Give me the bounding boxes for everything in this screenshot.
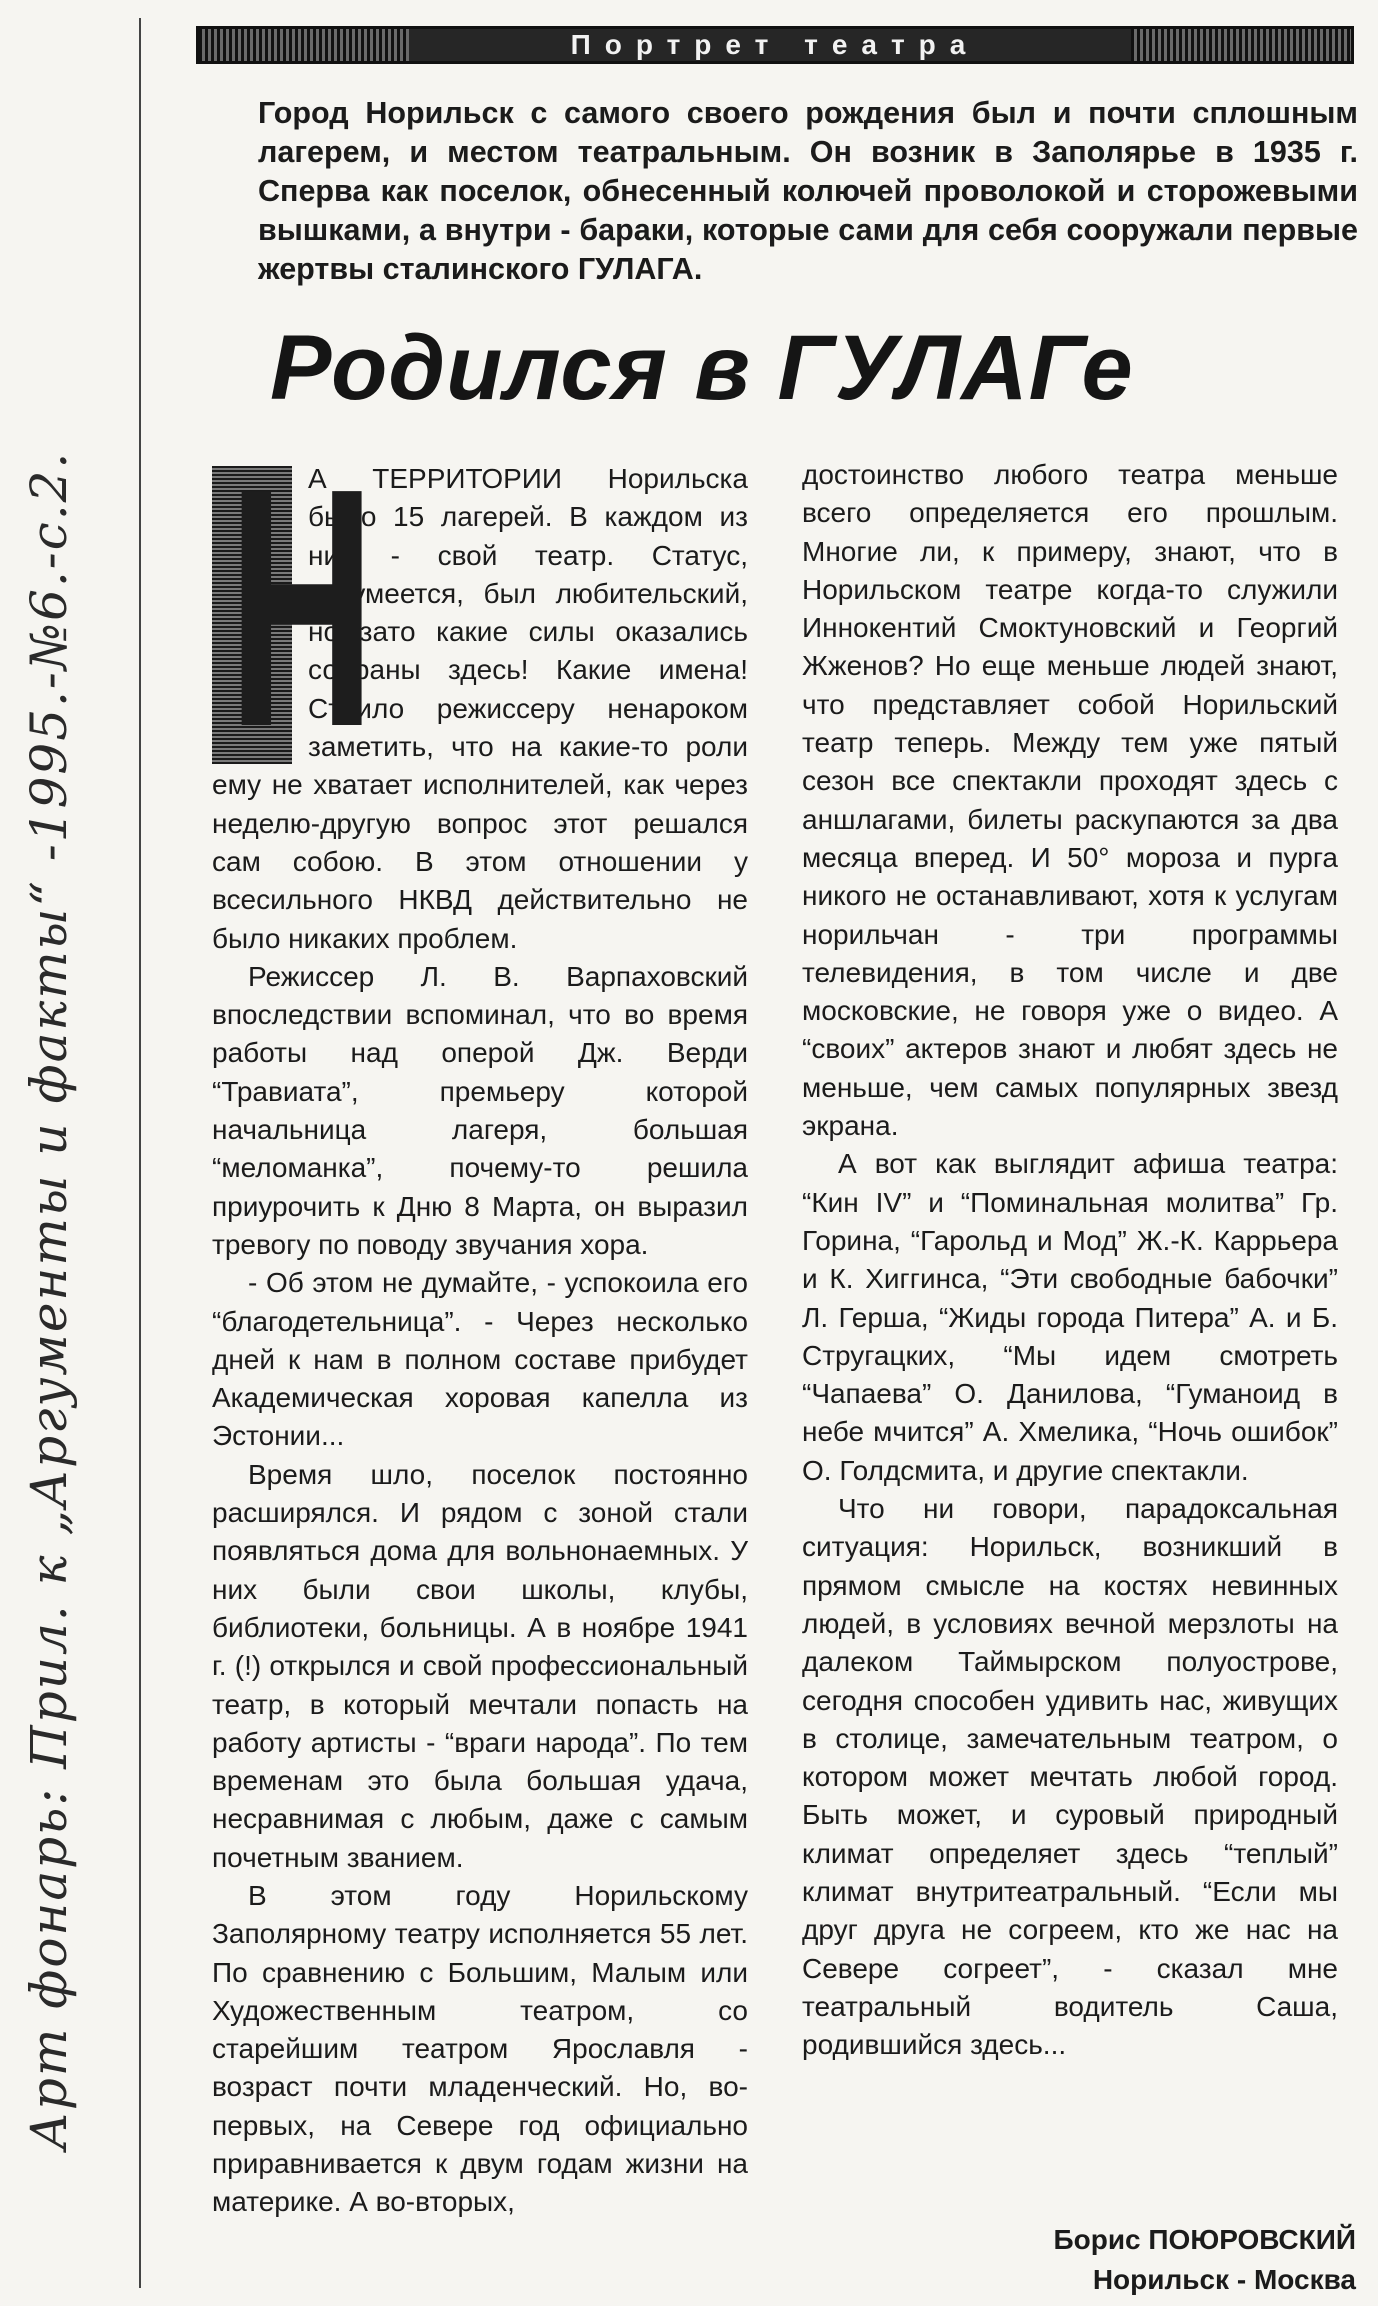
section-rubric: [196, 26, 1354, 64]
paragraph: А вот как выглядит афиша театра: “Кин IV” и “Поминальная молитва” Гр. Горина, “Гарольд и Мод” Ж.-К. Каррьера и К. Хиггинса, “Эти свободные бабочки” Л. Герша, “Жиды города Питера” А. и Б. Стругацких, “Мы идем смотреть “Чапаева” О. Данилова, “Гуманоид в небе мчится” А. Хмелика, “Ночь ошибок” О. Голдсмита, и другие спектакли.: [802, 1148, 1338, 1486]
rubric-label: Портрет театра: [570, 29, 980, 60]
article-column-right: [802, 456, 1338, 2064]
paragraph: Режиссер Л. В. Варпаховский впоследствии вспоминал, что во время работы над оперой Дж. Верди “Травиата”, премьеру которой начальница лагеря, большая “меломанка”, почему-то решила приурочить к Дню 8 Марта, он выразил тревогу по поводу звучания хора.: [212, 960, 748, 1260]
byline: [1040, 2220, 1356, 2300]
paragraph: Что ни говори, парадоксальная ситуация: Норильск, возникший в прямом смысле на костях невинных людей, в условиях вечной мерзлоты на далеком Таймырском полуострове, сегодня способен удивить нас, живущих в столице, замечательным театром, о котором может мечтать любой город. Быть может, и суровый природный климат определяет здесь “теплый” климат внутритеатральный. “Если мы друг друга не согреем, кто же нас на Севере согреет”, - сказал мне театральный водитель Саша, родившийся здесь...: [802, 1493, 1338, 2061]
author-location: Норильск - Москва: [1092, 2264, 1356, 2295]
article-column-left: [212, 418, 748, 2222]
article-headline: Родился в ГУЛАГе: [270, 317, 1134, 419]
paragraph: В этом году Норильскому Заполярному театру исполняется 55 лет. По сравнению с Большим, Малым или Художественным театром, со старейшим театром Ярославля - возраст почти младенческий. Но, во-первых, на Севере год официально приравнивается к двум годам жизни на материке. А во-вторых,: [212, 1879, 748, 2218]
paragraph: Время шло, поселок постоянно расширялся. И рядом с зоной стали появляться дома для вольнонаемных. У них были свои школы, клубы, библиотеки, больницы. А в ноябре 1941 г. (!) открылся и свой профессиональный театр, в который мечтали попасть на работу артисты - “враги народа”. По тем временам это была большая удача, несравнимая с любым, даже с самым почетным званием.: [212, 1458, 748, 1873]
paragraph: - Об этом не думайте, - успокоила его “благодетельница”. - Через несколько дней к нам в полном составе прибудет Академическая хоровая капелла из Эстонии...: [212, 1267, 748, 1452]
paragraph: [212, 418, 748, 958]
paragraph: достоинство любого театра меньше всего определяется его прошлым. Многие ли, к примеру, знают, что в Норильском театре когда-то служили Иннокентий Смоктуновский и Георгий Жженов? Но еще меньше людей знают, что представляет собой Норильский театр теперь. Между тем уже пятый сезон все спектакли проходят здесь с аншлагами, билеты раскупаются за два месяца вперед. И 50° мороза и пурга никого не останавливают, хотя к услугам норильчан - три программы телевидения, в том числе и две московские, не говоря уже о видео. А “своих” актеров знают и любят здесь не меньше, чем самых популярных звезд экрана.: [802, 459, 1338, 1142]
margin-rule: [139, 18, 141, 2288]
author-name: Борис ПОЮРОВСКИЙ: [1053, 2224, 1356, 2255]
handwritten-source-note: Арт фонарь: Прил. к „Аргументы и факты“ -1995.-№6.-с.2.: [20, 450, 78, 2150]
lead-paragraph: Город Норильск с самого своего рождения был и почти сплошным лагерем, и местом театральным. Он возник в Заполярье в 1935 г. Сперва как поселок, обнесенный колючей проволокой и сторожевыми вышками, а внутри - бараки, которые сами для себя сооружали первые жертвы сталинского ГУЛАГА.: [258, 96, 1358, 286]
paragraph-text: А ТЕРРИТОРИИ Норильска было 15 лагерей. В каждом из них - свой театр. Статус, разумеется, был любительский, но зато какие силы оказались собраны здесь! Какие имена! Стоило режиссеру ненароком заметить, что на какие-то роли ему не хватает исполнителей, как через неделю-другую вопрос этот решался сам собою. В этом отношении у всесильного НКВД действительно не было никаких проблем.: [212, 463, 748, 954]
drop-cap-letter: Н: [228, 418, 376, 798]
drop-cap: [212, 418, 376, 798]
